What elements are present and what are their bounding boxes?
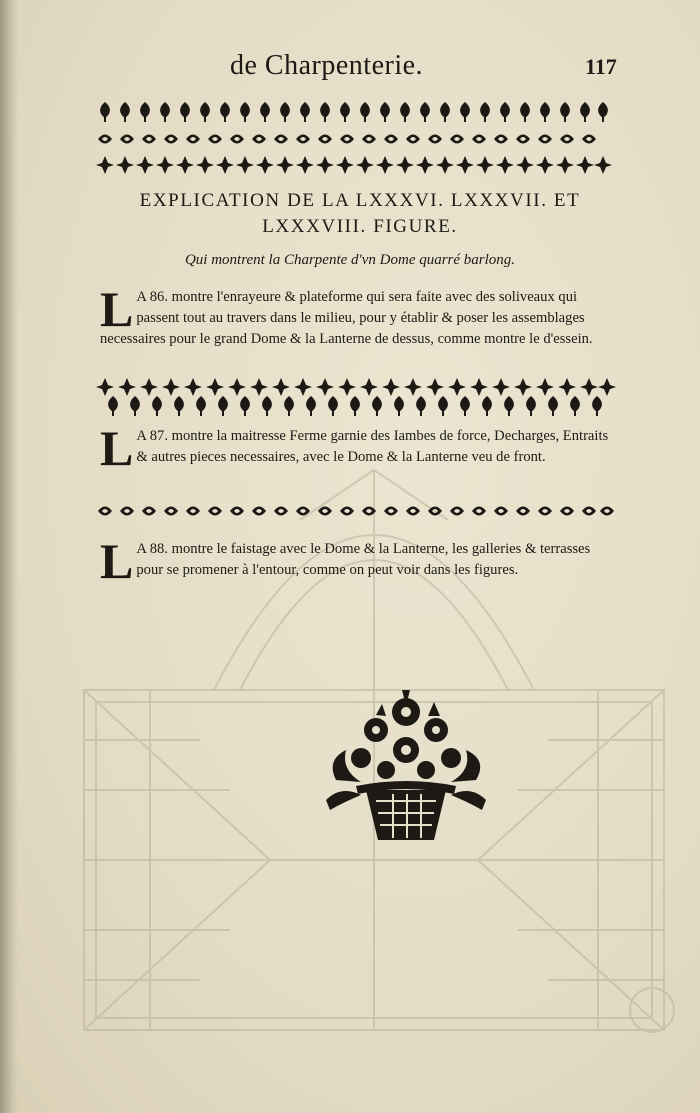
paragraph-figure-86 <box>100 281 616 350</box>
ornament-band-lower <box>96 500 616 522</box>
section-heading <box>80 188 640 240</box>
flower-basket-tailpiece <box>316 690 496 850</box>
page-number: 117 <box>585 54 617 79</box>
page-header <box>0 50 700 84</box>
drop-cap: L <box>100 281 134 337</box>
section-heading-line-2: LXXXVIII. FIGURE. <box>262 216 458 237</box>
paragraph-figure-88 <box>100 533 616 589</box>
page-gutter-shadow <box>0 0 18 1113</box>
paragraph-text: A 87. montre la maitresse Ferme garnie des Iambes de force, Decharges, Entraits & autres pieces necessaires, avec le Dome & la Lanterne veu de front. <box>136 428 609 465</box>
running-title: de Charpenterie. <box>230 50 424 81</box>
drop-cap: L <box>100 533 134 589</box>
paragraph-text: A 86. montre l'enrayeure & plateforme qui sera faite avec des soliveaux qui passent tout au travers dans le milieu, pour y établir & poser les assemblages necessaires pour le grand Dome & la Lanterne de dessus, comme montre le d'essein. <box>100 289 593 347</box>
drop-cap: L <box>100 420 134 476</box>
ornament-band-middle <box>96 376 616 416</box>
paragraph-figure-87 <box>100 420 616 476</box>
section-subtitle: Qui montrent la Charpente d'vn Dome quarré barlong. <box>184 252 516 268</box>
paragraph-text: A 88. montre le faistage avec le Dome & la Lanterne, les galleries & terrasses pour se promener à l'entour, comme on peut voir dans les figures. <box>136 541 591 578</box>
ornament-band-top <box>96 100 612 176</box>
section-heading-line-1: EXPLICATION DE LA LXXXVI. LXXXVII. ET <box>139 190 581 211</box>
